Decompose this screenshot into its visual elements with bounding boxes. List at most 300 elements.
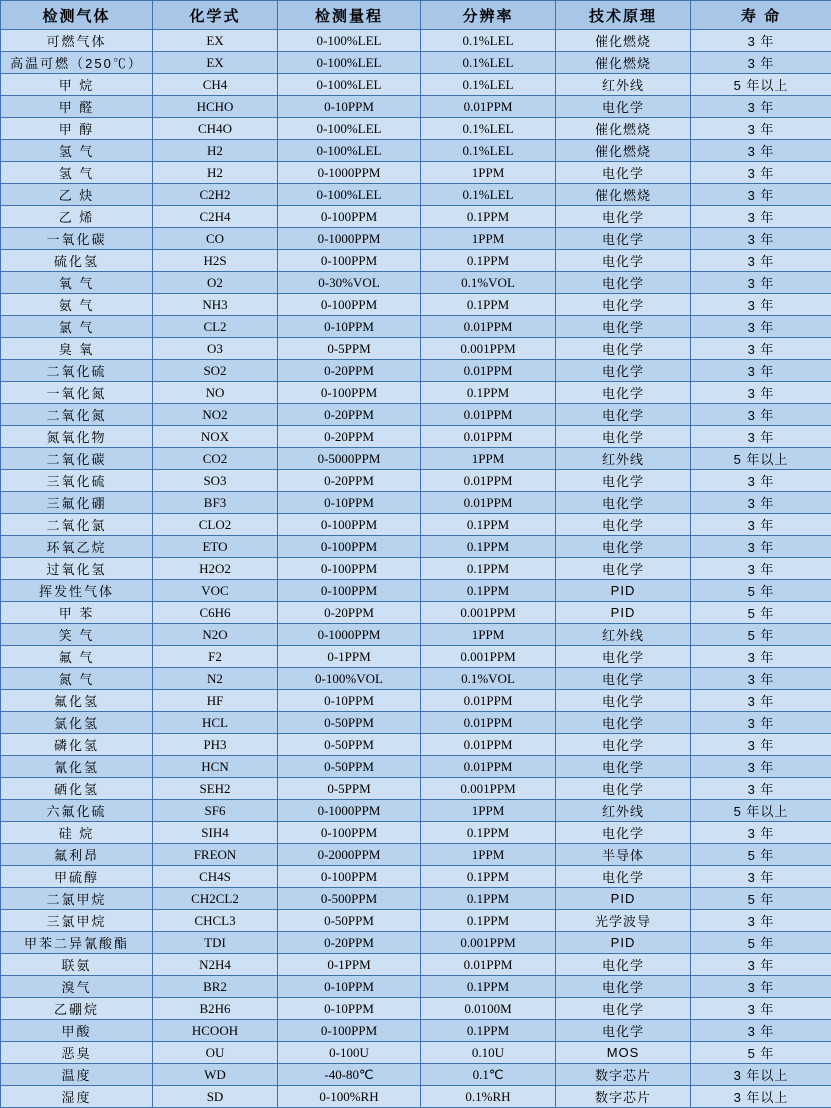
cell-range: 0-10PPM — [278, 492, 421, 514]
cell-resolution: 0.01PPM — [421, 426, 556, 448]
cell-formula: CLO2 — [153, 514, 278, 536]
table-row — [1, 514, 831, 536]
cell-resolution: 0.01PPM — [421, 954, 556, 976]
cell-range: 0-1000PPM — [278, 624, 421, 646]
cell-gas-name: 三氧化硫 — [1, 470, 153, 492]
cell-formula: VOC — [153, 580, 278, 602]
cell-resolution: 0.1PPM — [421, 910, 556, 932]
cell-resolution: 0.01PPM — [421, 404, 556, 426]
cell-resolution: 0.1%VOL — [421, 668, 556, 690]
cell-gas-name: 甲硫醇 — [1, 866, 153, 888]
cell-formula: NO2 — [153, 404, 278, 426]
cell-range: 0-5PPM — [278, 778, 421, 800]
table-row — [1, 426, 831, 448]
cell-technology: 电化学 — [556, 712, 691, 734]
cell-gas-name: 乙 炔 — [1, 184, 153, 206]
cell-gas-name: 氟化氢 — [1, 690, 153, 712]
cell-gas-name: 过氧化氢 — [1, 558, 153, 580]
cell-gas-name: 二氧化碳 — [1, 448, 153, 470]
cell-formula: HCL — [153, 712, 278, 734]
cell-gas-name: 甲 苯 — [1, 602, 153, 624]
table-row — [1, 800, 831, 822]
cell-gas-name: 甲酸 — [1, 1020, 153, 1042]
cell-range: 0-10PPM — [278, 690, 421, 712]
cell-range: 0-50PPM — [278, 734, 421, 756]
cell-resolution: 0.001PPM — [421, 646, 556, 668]
table-row — [1, 228, 831, 250]
cell-lifetime: 3 年 — [691, 536, 831, 558]
column-header-range: 检测量程 — [278, 1, 421, 30]
table-row — [1, 30, 831, 52]
cell-range: 0-100PPM — [278, 536, 421, 558]
cell-range: 0-1PPM — [278, 954, 421, 976]
cell-lifetime: 5 年 — [691, 888, 831, 910]
cell-lifetime: 3 年 — [691, 30, 831, 52]
cell-resolution: 0.01PPM — [421, 712, 556, 734]
cell-gas-name: 臭 氧 — [1, 338, 153, 360]
cell-formula: CH4 — [153, 74, 278, 96]
cell-resolution: 0.1%RH — [421, 1086, 556, 1108]
cell-lifetime: 3 年 — [691, 338, 831, 360]
cell-range: 0-1000PPM — [278, 162, 421, 184]
cell-resolution: 0.1PPM — [421, 866, 556, 888]
cell-technology: 电化学 — [556, 250, 691, 272]
cell-resolution: 0.01PPM — [421, 316, 556, 338]
cell-lifetime: 5 年 — [691, 844, 831, 866]
cell-gas-name: 氟 气 — [1, 646, 153, 668]
cell-lifetime: 3 年 — [691, 954, 831, 976]
cell-lifetime: 3 年 — [691, 646, 831, 668]
cell-resolution: 0.001PPM — [421, 602, 556, 624]
cell-lifetime: 3 年 — [691, 492, 831, 514]
cell-resolution: 0.1PPM — [421, 536, 556, 558]
cell-lifetime: 3 年 — [691, 382, 831, 404]
cell-range: 0-20PPM — [278, 470, 421, 492]
cell-technology: PID — [556, 580, 691, 602]
cell-resolution: 0.1PPM — [421, 888, 556, 910]
cell-resolution: 0.1%LEL — [421, 74, 556, 96]
table-row — [1, 1086, 831, 1108]
cell-gas-name: 氟利昂 — [1, 844, 153, 866]
cell-gas-name: 一氧化氮 — [1, 382, 153, 404]
cell-lifetime: 3 年 — [691, 360, 831, 382]
cell-formula: OU — [153, 1042, 278, 1064]
cell-range: 0-100%LEL — [278, 52, 421, 74]
cell-technology: 催化燃烧 — [556, 30, 691, 52]
table-row — [1, 140, 831, 162]
table-row — [1, 74, 831, 96]
cell-range: 0-1000PPM — [278, 228, 421, 250]
cell-technology: 红外线 — [556, 74, 691, 96]
column-header-lifetime: 寿 命 — [691, 1, 831, 30]
cell-lifetime: 5 年 — [691, 580, 831, 602]
cell-formula: B2H6 — [153, 998, 278, 1020]
cell-gas-name: 甲 醇 — [1, 118, 153, 140]
cell-formula: CO2 — [153, 448, 278, 470]
table-row — [1, 294, 831, 316]
cell-technology: 电化学 — [556, 228, 691, 250]
cell-formula: EX — [153, 52, 278, 74]
cell-range: 0-50PPM — [278, 712, 421, 734]
table-header — [1, 1, 831, 30]
cell-technology: PID — [556, 888, 691, 910]
cell-resolution: 0.1PPM — [421, 382, 556, 404]
cell-gas-name: 二氧化硫 — [1, 360, 153, 382]
cell-gas-name: 氮氧化物 — [1, 426, 153, 448]
cell-gas-name: 可燃气体 — [1, 30, 153, 52]
cell-gas-name: 硫化氢 — [1, 250, 153, 272]
cell-technology: 催化燃烧 — [556, 184, 691, 206]
cell-resolution: 0.1℃ — [421, 1064, 556, 1086]
cell-gas-name: 温度 — [1, 1064, 153, 1086]
cell-lifetime: 5 年 — [691, 932, 831, 954]
cell-formula: SF6 — [153, 800, 278, 822]
table-row — [1, 162, 831, 184]
cell-technology: 电化学 — [556, 470, 691, 492]
cell-range: 0-100%LEL — [278, 184, 421, 206]
cell-lifetime: 3 年 — [691, 668, 831, 690]
cell-lifetime: 3 年 — [691, 52, 831, 74]
cell-range: 0-1000PPM — [278, 800, 421, 822]
table-row — [1, 272, 831, 294]
cell-gas-name: 联氨 — [1, 954, 153, 976]
table-row — [1, 558, 831, 580]
cell-technology: 电化学 — [556, 206, 691, 228]
cell-formula: H2 — [153, 162, 278, 184]
cell-technology: 电化学 — [556, 404, 691, 426]
table-row — [1, 338, 831, 360]
cell-range: 0-5000PPM — [278, 448, 421, 470]
cell-lifetime: 3 年 — [691, 96, 831, 118]
cell-formula: CH2CL2 — [153, 888, 278, 910]
cell-formula: FREON — [153, 844, 278, 866]
cell-gas-name: 氮 气 — [1, 668, 153, 690]
cell-gas-name: 氯化氢 — [1, 712, 153, 734]
table-row — [1, 316, 831, 338]
cell-resolution: 0.1%LEL — [421, 52, 556, 74]
cell-lifetime: 5 年以上 — [691, 448, 831, 470]
cell-formula: H2S — [153, 250, 278, 272]
cell-range: 0-100%RH — [278, 1086, 421, 1108]
cell-resolution: 0.1%LEL — [421, 140, 556, 162]
cell-technology: 电化学 — [556, 690, 691, 712]
table-row — [1, 646, 831, 668]
table-row — [1, 184, 831, 206]
cell-range: 0-100%LEL — [278, 140, 421, 162]
cell-resolution: 0.01PPM — [421, 734, 556, 756]
table-row — [1, 954, 831, 976]
table-row — [1, 756, 831, 778]
cell-technology: 电化学 — [556, 96, 691, 118]
cell-lifetime: 3 年 — [691, 140, 831, 162]
table-row — [1, 206, 831, 228]
cell-lifetime: 5 年以上 — [691, 74, 831, 96]
cell-formula: PH3 — [153, 734, 278, 756]
cell-formula: CH4O — [153, 118, 278, 140]
table-row — [1, 250, 831, 272]
cell-technology: 电化学 — [556, 426, 691, 448]
cell-lifetime: 3 年 — [691, 426, 831, 448]
cell-range: 0-50PPM — [278, 910, 421, 932]
cell-gas-name: 氢 气 — [1, 140, 153, 162]
cell-lifetime: 3 年 — [691, 778, 831, 800]
column-header-resolution: 分辨率 — [421, 1, 556, 30]
cell-resolution: 0.001PPM — [421, 932, 556, 954]
cell-lifetime: 3 年 — [691, 1020, 831, 1042]
cell-technology: 电化学 — [556, 646, 691, 668]
cell-range: 0-10PPM — [278, 998, 421, 1020]
table-row — [1, 470, 831, 492]
cell-lifetime: 3 年 — [691, 976, 831, 998]
cell-range: 0-10PPM — [278, 316, 421, 338]
cell-lifetime: 3 年 — [691, 162, 831, 184]
cell-gas-name: 氧 气 — [1, 272, 153, 294]
table-row — [1, 96, 831, 118]
cell-range: 0-100PPM — [278, 558, 421, 580]
cell-gas-name: 六氟化硫 — [1, 800, 153, 822]
cell-resolution: 0.1PPM — [421, 206, 556, 228]
cell-lifetime: 5 年 — [691, 602, 831, 624]
cell-range: 0-20PPM — [278, 932, 421, 954]
cell-technology: 红外线 — [556, 624, 691, 646]
cell-gas-name: 乙 烯 — [1, 206, 153, 228]
cell-range: 0-100%VOL — [278, 668, 421, 690]
cell-technology: 电化学 — [556, 338, 691, 360]
cell-lifetime: 3 年 — [691, 558, 831, 580]
cell-formula: BF3 — [153, 492, 278, 514]
cell-formula: F2 — [153, 646, 278, 668]
cell-range: 0-20PPM — [278, 426, 421, 448]
cell-range: 0-1PPM — [278, 646, 421, 668]
cell-gas-name: 甲苯二异氰酸酯 — [1, 932, 153, 954]
cell-range: 0-2000PPM — [278, 844, 421, 866]
cell-range: 0-10PPM — [278, 96, 421, 118]
cell-range: 0-100U — [278, 1042, 421, 1064]
cell-resolution: 0.01PPM — [421, 756, 556, 778]
cell-lifetime: 3 年 — [691, 228, 831, 250]
cell-resolution: 0.1%LEL — [421, 30, 556, 52]
cell-formula: HCHO — [153, 96, 278, 118]
cell-lifetime: 3 年 — [691, 712, 831, 734]
table-row — [1, 998, 831, 1020]
cell-formula: BR2 — [153, 976, 278, 998]
cell-technology: 电化学 — [556, 998, 691, 1020]
cell-technology: 数字芯片 — [556, 1064, 691, 1086]
cell-resolution: 0.01PPM — [421, 492, 556, 514]
cell-formula: H2 — [153, 140, 278, 162]
cell-technology: 电化学 — [556, 272, 691, 294]
cell-range: 0-100PPM — [278, 250, 421, 272]
cell-gas-name: 高温可燃（250℃） — [1, 52, 153, 74]
cell-lifetime: 3 年 — [691, 756, 831, 778]
cell-formula: O3 — [153, 338, 278, 360]
cell-formula: C2H2 — [153, 184, 278, 206]
cell-formula: HCN — [153, 756, 278, 778]
cell-range: 0-500PPM — [278, 888, 421, 910]
cell-lifetime: 3 年 — [691, 184, 831, 206]
cell-resolution: 0.1PPM — [421, 1020, 556, 1042]
table-row — [1, 910, 831, 932]
cell-gas-name: 甲 醛 — [1, 96, 153, 118]
cell-formula: NH3 — [153, 294, 278, 316]
cell-lifetime: 3 年以上 — [691, 1086, 831, 1108]
cell-range: 0-100PPM — [278, 1020, 421, 1042]
cell-lifetime: 3 年 — [691, 690, 831, 712]
cell-gas-name: 恶臭 — [1, 1042, 153, 1064]
cell-gas-name: 甲 烷 — [1, 74, 153, 96]
cell-formula: CO — [153, 228, 278, 250]
cell-range: 0-20PPM — [278, 404, 421, 426]
table-row — [1, 602, 831, 624]
cell-formula: O2 — [153, 272, 278, 294]
cell-range: 0-5PPM — [278, 338, 421, 360]
table-row — [1, 580, 831, 602]
cell-range: 0-100PPM — [278, 382, 421, 404]
cell-technology: 数字芯片 — [556, 1086, 691, 1108]
cell-formula: SEH2 — [153, 778, 278, 800]
cell-resolution: 0.01PPM — [421, 470, 556, 492]
cell-resolution: 0.1PPM — [421, 822, 556, 844]
cell-lifetime: 3 年以上 — [691, 1064, 831, 1086]
cell-lifetime: 3 年 — [691, 514, 831, 536]
cell-technology: PID — [556, 932, 691, 954]
cell-gas-name: 挥发性气体 — [1, 580, 153, 602]
cell-formula: WD — [153, 1064, 278, 1086]
cell-technology: 电化学 — [556, 822, 691, 844]
cell-formula: NO — [153, 382, 278, 404]
cell-resolution: 0.01PPM — [421, 360, 556, 382]
cell-resolution: 0.01PPM — [421, 690, 556, 712]
table-row — [1, 624, 831, 646]
cell-lifetime: 3 年 — [691, 470, 831, 492]
cell-resolution: 1PPM — [421, 228, 556, 250]
cell-technology: 催化燃烧 — [556, 118, 691, 140]
cell-formula: N2H4 — [153, 954, 278, 976]
table-row — [1, 404, 831, 426]
cell-resolution: 0.1PPM — [421, 514, 556, 536]
table-row — [1, 1042, 831, 1064]
cell-resolution: 0.01PPM — [421, 96, 556, 118]
cell-range: 0-20PPM — [278, 602, 421, 624]
cell-technology: 电化学 — [556, 954, 691, 976]
cell-range: -40-80℃ — [278, 1064, 421, 1086]
cell-lifetime: 3 年 — [691, 404, 831, 426]
table-row — [1, 118, 831, 140]
cell-lifetime: 3 年 — [691, 866, 831, 888]
cell-technology: 红外线 — [556, 448, 691, 470]
cell-gas-name: 乙硼烷 — [1, 998, 153, 1020]
cell-gas-name: 磷化氢 — [1, 734, 153, 756]
cell-resolution: 0.1%LEL — [421, 184, 556, 206]
table-row — [1, 52, 831, 74]
cell-technology: 半导体 — [556, 844, 691, 866]
cell-technology: 电化学 — [556, 536, 691, 558]
cell-formula: HCOOH — [153, 1020, 278, 1042]
table-row — [1, 1020, 831, 1042]
cell-technology: 催化燃烧 — [556, 140, 691, 162]
cell-range: 0-30%VOL — [278, 272, 421, 294]
table-row — [1, 734, 831, 756]
cell-gas-name: 氰化氢 — [1, 756, 153, 778]
cell-resolution: 1PPM — [421, 624, 556, 646]
cell-lifetime: 5 年 — [691, 1042, 831, 1064]
cell-range: 0-100PPM — [278, 580, 421, 602]
cell-gas-name: 环氧乙烷 — [1, 536, 153, 558]
cell-gas-name: 二氧化氮 — [1, 404, 153, 426]
cell-technology: 电化学 — [556, 1020, 691, 1042]
cell-range: 0-100PPM — [278, 294, 421, 316]
cell-resolution: 0.1PPM — [421, 558, 556, 580]
cell-technology: 电化学 — [556, 558, 691, 580]
table-row — [1, 866, 831, 888]
cell-gas-name: 湿度 — [1, 1086, 153, 1108]
cell-formula: N2 — [153, 668, 278, 690]
cell-technology: 电化学 — [556, 492, 691, 514]
column-header-formula: 化学式 — [153, 1, 278, 30]
cell-formula: H2O2 — [153, 558, 278, 580]
table-body — [1, 30, 831, 1108]
cell-lifetime: 3 年 — [691, 118, 831, 140]
column-header-gas-name: 检测气体 — [1, 1, 153, 30]
cell-technology: 电化学 — [556, 976, 691, 998]
cell-resolution: 1PPM — [421, 844, 556, 866]
cell-resolution: 0.1%VOL — [421, 272, 556, 294]
cell-resolution: 1PPM — [421, 162, 556, 184]
cell-lifetime: 3 年 — [691, 998, 831, 1020]
cell-lifetime: 5 年以上 — [691, 800, 831, 822]
cell-resolution: 0.1PPM — [421, 580, 556, 602]
cell-gas-name: 三氟化硼 — [1, 492, 153, 514]
cell-technology: 催化燃烧 — [556, 52, 691, 74]
cell-gas-name: 氯 气 — [1, 316, 153, 338]
cell-resolution: 0.1%LEL — [421, 118, 556, 140]
table-row — [1, 976, 831, 998]
table-row — [1, 668, 831, 690]
cell-technology: 电化学 — [556, 668, 691, 690]
cell-gas-name: 二氯甲烷 — [1, 888, 153, 910]
cell-formula: CHCL3 — [153, 910, 278, 932]
table-row — [1, 690, 831, 712]
cell-lifetime: 3 年 — [691, 734, 831, 756]
cell-formula: CH4S — [153, 866, 278, 888]
cell-lifetime: 5 年 — [691, 624, 831, 646]
cell-formula: NOX — [153, 426, 278, 448]
cell-gas-name: 一氧化碳 — [1, 228, 153, 250]
cell-technology: 电化学 — [556, 382, 691, 404]
cell-resolution: 1PPM — [421, 448, 556, 470]
cell-range: 0-50PPM — [278, 756, 421, 778]
cell-formula: SO2 — [153, 360, 278, 382]
cell-gas-name: 溴气 — [1, 976, 153, 998]
table-row — [1, 712, 831, 734]
cell-technology: 电化学 — [556, 734, 691, 756]
cell-formula: SO3 — [153, 470, 278, 492]
cell-lifetime: 3 年 — [691, 822, 831, 844]
cell-range: 0-100%LEL — [278, 74, 421, 96]
cell-technology: 电化学 — [556, 778, 691, 800]
cell-technology: 电化学 — [556, 756, 691, 778]
table-row — [1, 360, 831, 382]
table-row — [1, 778, 831, 800]
cell-gas-name: 氢 气 — [1, 162, 153, 184]
table-row — [1, 536, 831, 558]
table-row — [1, 844, 831, 866]
cell-technology: 电化学 — [556, 162, 691, 184]
cell-resolution: 0.1PPM — [421, 976, 556, 998]
table-row — [1, 492, 831, 514]
cell-range: 0-100%LEL — [278, 30, 421, 52]
cell-gas-name: 硅 烷 — [1, 822, 153, 844]
